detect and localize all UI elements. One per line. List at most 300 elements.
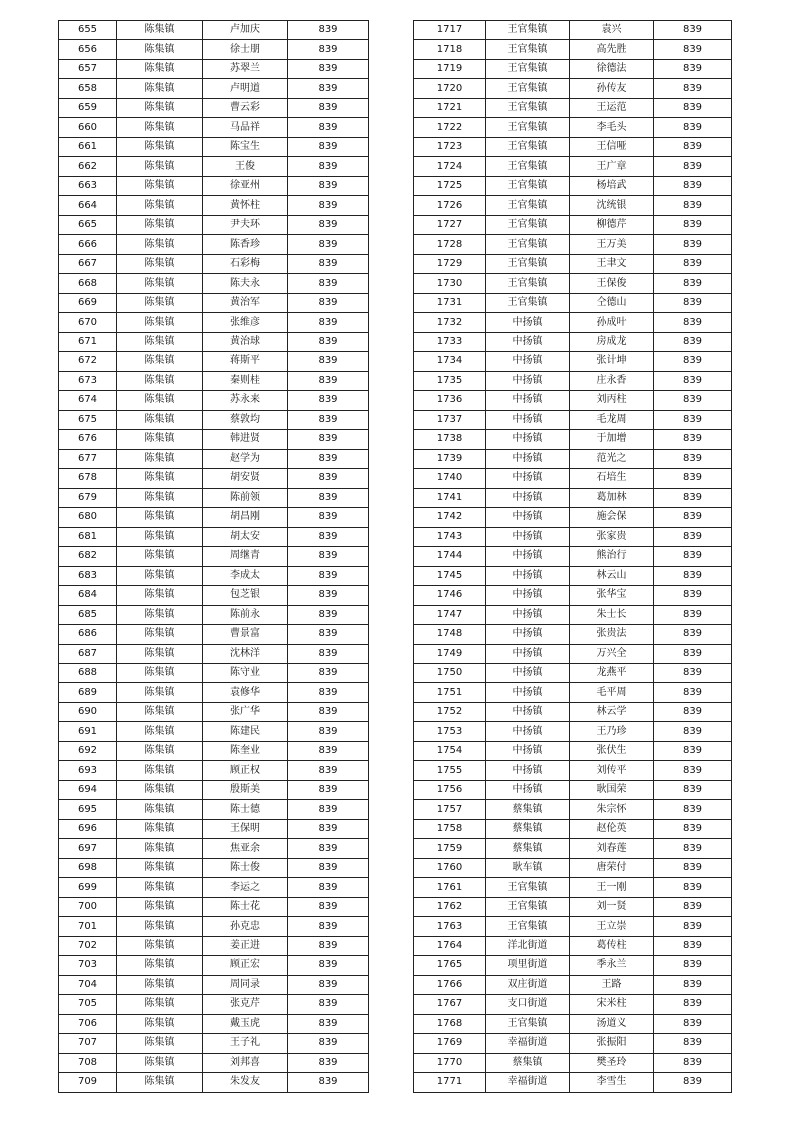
row-number: 704 xyxy=(59,975,117,994)
amount-cell: 839 xyxy=(288,644,369,663)
amount-cell: 839 xyxy=(288,508,369,527)
row-number: 1748 xyxy=(414,625,486,644)
name-cell: 曹景富 xyxy=(203,625,288,644)
amount-cell: 839 xyxy=(288,780,369,799)
row-number: 687 xyxy=(59,644,117,663)
amount-cell: 839 xyxy=(654,59,732,78)
amount-cell: 839 xyxy=(288,1014,369,1033)
amount-cell: 839 xyxy=(654,332,732,351)
town-cell: 中扬镇 xyxy=(486,780,570,799)
amount-cell: 839 xyxy=(654,917,732,936)
amount-cell: 839 xyxy=(654,235,732,254)
amount-cell: 839 xyxy=(654,196,732,215)
amount-cell: 839 xyxy=(288,274,369,293)
amount-cell: 839 xyxy=(288,995,369,1014)
name-cell: 徐亚州 xyxy=(203,176,288,195)
row-number: 674 xyxy=(59,391,117,410)
amount-cell: 839 xyxy=(654,936,732,955)
name-cell: 熊治行 xyxy=(570,547,654,566)
amount-cell: 839 xyxy=(654,313,732,332)
name-cell: 陈士花 xyxy=(203,897,288,916)
row-number: 661 xyxy=(59,137,117,156)
row-number: 665 xyxy=(59,215,117,234)
town-cell: 王官集镇 xyxy=(486,157,570,176)
town-cell: 支口街道 xyxy=(486,995,570,1014)
table-row xyxy=(59,196,369,215)
town-cell: 中扬镇 xyxy=(486,702,570,721)
table-row xyxy=(414,157,732,176)
town-cell: 王官集镇 xyxy=(486,293,570,312)
town-cell: 陈集镇 xyxy=(117,235,203,254)
amount-cell: 839 xyxy=(288,547,369,566)
amount-cell: 839 xyxy=(654,858,732,877)
row-number: 688 xyxy=(59,663,117,682)
name-cell: 张振阳 xyxy=(570,1034,654,1053)
name-cell: 朱士长 xyxy=(570,605,654,624)
amount-cell: 839 xyxy=(654,644,732,663)
name-cell: 李成太 xyxy=(203,566,288,585)
name-cell: 苏翠兰 xyxy=(203,59,288,78)
town-cell: 陈集镇 xyxy=(117,917,203,936)
row-number: 694 xyxy=(59,780,117,799)
town-cell: 王官集镇 xyxy=(486,274,570,293)
row-number: 1717 xyxy=(414,21,486,40)
name-cell: 韩进贤 xyxy=(203,430,288,449)
table-row xyxy=(414,975,732,994)
amount-cell: 839 xyxy=(654,663,732,682)
town-cell: 王官集镇 xyxy=(486,21,570,40)
amount-cell: 839 xyxy=(288,59,369,78)
amount-cell: 839 xyxy=(288,936,369,955)
table-row xyxy=(59,118,369,137)
name-cell: 林云山 xyxy=(570,566,654,585)
name-cell: 孙传友 xyxy=(570,79,654,98)
town-cell: 中扬镇 xyxy=(486,410,570,429)
town-cell: 中扬镇 xyxy=(486,391,570,410)
amount-cell: 839 xyxy=(288,1053,369,1072)
row-number: 689 xyxy=(59,683,117,702)
town-cell: 陈集镇 xyxy=(117,566,203,585)
amount-cell: 839 xyxy=(654,79,732,98)
name-cell: 陈夫永 xyxy=(203,274,288,293)
row-number: 1720 xyxy=(414,79,486,98)
name-cell: 张家贵 xyxy=(570,527,654,546)
town-cell: 陈集镇 xyxy=(117,79,203,98)
name-cell: 葛传柱 xyxy=(570,936,654,955)
table-row xyxy=(59,819,369,838)
name-cell: 唐荣付 xyxy=(570,858,654,877)
town-cell: 蔡集镇 xyxy=(486,800,570,819)
table-row xyxy=(414,858,732,877)
town-cell: 陈集镇 xyxy=(117,449,203,468)
table-row xyxy=(414,527,732,546)
town-cell: 陈集镇 xyxy=(117,1014,203,1033)
town-cell: 陈集镇 xyxy=(117,371,203,390)
name-cell: 王万美 xyxy=(570,235,654,254)
row-number: 690 xyxy=(59,702,117,721)
row-number: 1734 xyxy=(414,352,486,371)
table-row xyxy=(59,371,369,390)
table-row xyxy=(414,235,732,254)
row-number: 1761 xyxy=(414,878,486,897)
amount-cell: 839 xyxy=(288,21,369,40)
row-number: 682 xyxy=(59,547,117,566)
table-row xyxy=(59,547,369,566)
name-cell: 石培生 xyxy=(570,469,654,488)
table-row xyxy=(59,79,369,98)
name-cell: 周继青 xyxy=(203,547,288,566)
table-row xyxy=(59,956,369,975)
table-row xyxy=(59,137,369,156)
row-number: 1756 xyxy=(414,780,486,799)
table-row xyxy=(59,800,369,819)
amount-cell: 839 xyxy=(654,488,732,507)
amount-cell: 839 xyxy=(654,878,732,897)
town-cell: 王官集镇 xyxy=(486,897,570,916)
amount-cell: 839 xyxy=(654,625,732,644)
name-cell: 焦亚余 xyxy=(203,839,288,858)
row-number: 1770 xyxy=(414,1053,486,1072)
table-row xyxy=(59,878,369,897)
row-number: 1740 xyxy=(414,469,486,488)
town-cell: 陈集镇 xyxy=(117,897,203,916)
amount-cell: 839 xyxy=(288,566,369,585)
name-cell: 张伏生 xyxy=(570,741,654,760)
name-cell: 蒋斯平 xyxy=(203,352,288,371)
town-cell: 中扬镇 xyxy=(486,566,570,585)
town-cell: 蔡集镇 xyxy=(486,819,570,838)
amount-cell: 839 xyxy=(654,819,732,838)
row-number: 1766 xyxy=(414,975,486,994)
name-cell: 徐德法 xyxy=(570,59,654,78)
town-cell: 中扬镇 xyxy=(486,663,570,682)
name-cell: 尹夫环 xyxy=(203,215,288,234)
amount-cell: 839 xyxy=(288,254,369,273)
town-cell: 陈集镇 xyxy=(117,956,203,975)
town-cell: 陈集镇 xyxy=(117,644,203,663)
right-roster-table xyxy=(413,20,732,1093)
table-row xyxy=(59,839,369,858)
amount-cell: 839 xyxy=(288,157,369,176)
row-number: 696 xyxy=(59,819,117,838)
name-cell: 于加增 xyxy=(570,430,654,449)
town-cell: 陈集镇 xyxy=(117,488,203,507)
row-number: 662 xyxy=(59,157,117,176)
town-cell: 中扬镇 xyxy=(486,449,570,468)
name-cell: 包芝银 xyxy=(203,586,288,605)
row-number: 1731 xyxy=(414,293,486,312)
town-cell: 中扬镇 xyxy=(486,683,570,702)
amount-cell: 839 xyxy=(654,430,732,449)
name-cell: 张维彦 xyxy=(203,313,288,332)
table-row xyxy=(414,1014,732,1033)
table-row xyxy=(414,586,732,605)
row-number: 685 xyxy=(59,605,117,624)
row-number: 1763 xyxy=(414,917,486,936)
amount-cell: 839 xyxy=(288,761,369,780)
table-row xyxy=(59,488,369,507)
row-number: 1753 xyxy=(414,722,486,741)
amount-cell: 839 xyxy=(654,1053,732,1072)
table-row xyxy=(414,995,732,1014)
row-number: 675 xyxy=(59,410,117,429)
name-cell: 宋米柱 xyxy=(570,995,654,1014)
amount-cell: 839 xyxy=(654,469,732,488)
table-row xyxy=(59,40,369,59)
table-row xyxy=(414,176,732,195)
amount-cell: 839 xyxy=(288,663,369,682)
amount-cell: 839 xyxy=(288,430,369,449)
town-cell: 陈集镇 xyxy=(117,118,203,137)
amount-cell: 839 xyxy=(654,780,732,799)
name-cell: 张克芹 xyxy=(203,995,288,1014)
name-cell: 王俊 xyxy=(203,157,288,176)
name-cell: 李毛头 xyxy=(570,118,654,137)
table-row xyxy=(414,917,732,936)
amount-cell: 839 xyxy=(288,1034,369,1053)
row-number: 684 xyxy=(59,586,117,605)
town-cell: 陈集镇 xyxy=(117,176,203,195)
name-cell: 顾正宏 xyxy=(203,956,288,975)
name-cell: 柳德芹 xyxy=(570,215,654,234)
row-number: 664 xyxy=(59,196,117,215)
row-number: 1724 xyxy=(414,157,486,176)
town-cell: 蔡集镇 xyxy=(486,1053,570,1072)
name-cell: 戴玉虎 xyxy=(203,1014,288,1033)
name-cell: 胡安贤 xyxy=(203,469,288,488)
row-number: 702 xyxy=(59,936,117,955)
town-cell: 陈集镇 xyxy=(117,858,203,877)
row-number: 677 xyxy=(59,449,117,468)
row-number: 699 xyxy=(59,878,117,897)
amount-cell: 839 xyxy=(654,1034,732,1053)
table-row xyxy=(59,293,369,312)
amount-cell: 839 xyxy=(654,254,732,273)
row-number: 668 xyxy=(59,274,117,293)
name-cell: 朱发友 xyxy=(203,1073,288,1092)
amount-cell: 839 xyxy=(654,741,732,760)
amount-cell: 839 xyxy=(654,98,732,117)
table-row xyxy=(414,1073,732,1092)
table-row xyxy=(414,313,732,332)
row-number: 705 xyxy=(59,995,117,1014)
town-cell: 王官集镇 xyxy=(486,98,570,117)
row-number: 1760 xyxy=(414,858,486,877)
row-number: 1749 xyxy=(414,644,486,663)
table-row xyxy=(414,625,732,644)
row-number: 1735 xyxy=(414,371,486,390)
amount-cell: 839 xyxy=(288,488,369,507)
table-row xyxy=(414,1053,732,1072)
name-cell: 刘邦喜 xyxy=(203,1053,288,1072)
town-cell: 陈集镇 xyxy=(117,137,203,156)
name-cell: 张贵法 xyxy=(570,625,654,644)
table-row xyxy=(414,371,732,390)
row-number: 1737 xyxy=(414,410,486,429)
amount-cell: 839 xyxy=(654,605,732,624)
name-cell: 仝德山 xyxy=(570,293,654,312)
name-cell: 石彩梅 xyxy=(203,254,288,273)
town-cell: 陈集镇 xyxy=(117,508,203,527)
amount-cell: 839 xyxy=(288,332,369,351)
row-number: 680 xyxy=(59,508,117,527)
amount-cell: 839 xyxy=(288,702,369,721)
name-cell: 袁兴 xyxy=(570,21,654,40)
table-row xyxy=(59,176,369,195)
name-cell: 陈士俊 xyxy=(203,858,288,877)
town-cell: 洋北街道 xyxy=(486,936,570,955)
row-number: 667 xyxy=(59,254,117,273)
table-row xyxy=(59,391,369,410)
amount-cell: 839 xyxy=(654,371,732,390)
row-number: 658 xyxy=(59,79,117,98)
amount-cell: 839 xyxy=(654,157,732,176)
row-number: 1750 xyxy=(414,663,486,682)
town-cell: 陈集镇 xyxy=(117,21,203,40)
town-cell: 王官集镇 xyxy=(486,176,570,195)
amount-cell: 839 xyxy=(654,683,732,702)
table-row xyxy=(59,780,369,799)
row-number: 679 xyxy=(59,488,117,507)
table-row xyxy=(59,761,369,780)
name-cell: 苏永来 xyxy=(203,391,288,410)
row-number: 1728 xyxy=(414,235,486,254)
table-row xyxy=(414,98,732,117)
name-cell: 周同录 xyxy=(203,975,288,994)
table-row xyxy=(59,566,369,585)
name-cell: 朱宗怀 xyxy=(570,800,654,819)
row-number: 1727 xyxy=(414,215,486,234)
row-number: 666 xyxy=(59,235,117,254)
name-cell: 沈林洋 xyxy=(203,644,288,663)
town-cell: 陈集镇 xyxy=(117,215,203,234)
row-number: 701 xyxy=(59,917,117,936)
name-cell: 林云学 xyxy=(570,702,654,721)
name-cell: 王乃珍 xyxy=(570,722,654,741)
town-cell: 中扬镇 xyxy=(486,586,570,605)
amount-cell: 839 xyxy=(654,352,732,371)
town-cell: 陈集镇 xyxy=(117,352,203,371)
table-row xyxy=(59,702,369,721)
table-row xyxy=(59,625,369,644)
name-cell: 李运之 xyxy=(203,878,288,897)
table-row xyxy=(414,332,732,351)
amount-cell: 839 xyxy=(654,897,732,916)
name-cell: 张计坤 xyxy=(570,352,654,371)
town-cell: 陈集镇 xyxy=(117,800,203,819)
row-number: 1747 xyxy=(414,605,486,624)
row-number: 1725 xyxy=(414,176,486,195)
name-cell: 范光之 xyxy=(570,449,654,468)
amount-cell: 839 xyxy=(654,410,732,429)
amount-cell: 839 xyxy=(654,215,732,234)
row-number: 669 xyxy=(59,293,117,312)
row-number: 656 xyxy=(59,40,117,59)
row-number: 1743 xyxy=(414,527,486,546)
name-cell: 汤道义 xyxy=(570,1014,654,1033)
table-row xyxy=(59,975,369,994)
row-number: 700 xyxy=(59,897,117,916)
amount-cell: 839 xyxy=(288,683,369,702)
row-number: 1769 xyxy=(414,1034,486,1053)
name-cell: 施会保 xyxy=(570,508,654,527)
name-cell: 马品祥 xyxy=(203,118,288,137)
row-number: 1768 xyxy=(414,1014,486,1033)
town-cell: 中扬镇 xyxy=(486,761,570,780)
town-cell: 陈集镇 xyxy=(117,625,203,644)
row-number: 708 xyxy=(59,1053,117,1072)
table-row xyxy=(59,897,369,916)
town-cell: 陈集镇 xyxy=(117,1053,203,1072)
row-number: 695 xyxy=(59,800,117,819)
name-cell: 王广章 xyxy=(570,157,654,176)
table-row xyxy=(414,410,732,429)
row-number: 1771 xyxy=(414,1073,486,1092)
town-cell: 陈集镇 xyxy=(117,780,203,799)
table-row xyxy=(59,469,369,488)
amount-cell: 839 xyxy=(654,1014,732,1033)
table-row xyxy=(414,137,732,156)
town-cell: 陈集镇 xyxy=(117,1034,203,1053)
row-number: 678 xyxy=(59,469,117,488)
table-row xyxy=(59,917,369,936)
row-number: 703 xyxy=(59,956,117,975)
town-cell: 王官集镇 xyxy=(486,118,570,137)
table-row xyxy=(414,761,732,780)
amount-cell: 839 xyxy=(654,566,732,585)
table-row xyxy=(414,644,732,663)
amount-cell: 839 xyxy=(654,21,732,40)
town-cell: 陈集镇 xyxy=(117,547,203,566)
town-cell: 中扬镇 xyxy=(486,722,570,741)
table-row xyxy=(59,586,369,605)
amount-cell: 839 xyxy=(288,391,369,410)
table-row xyxy=(414,391,732,410)
name-cell: 秦则桂 xyxy=(203,371,288,390)
table-row xyxy=(414,702,732,721)
name-cell: 顾正权 xyxy=(203,761,288,780)
town-cell: 陈集镇 xyxy=(117,59,203,78)
row-number: 655 xyxy=(59,21,117,40)
town-cell: 中扬镇 xyxy=(486,527,570,546)
town-cell: 陈集镇 xyxy=(117,683,203,702)
row-number: 1754 xyxy=(414,741,486,760)
town-cell: 陈集镇 xyxy=(117,605,203,624)
amount-cell: 839 xyxy=(288,352,369,371)
table-row xyxy=(59,1034,369,1053)
table-row xyxy=(414,430,732,449)
table-row xyxy=(59,21,369,40)
amount-cell: 839 xyxy=(288,1073,369,1092)
name-cell: 孙成叶 xyxy=(570,313,654,332)
table-row xyxy=(414,800,732,819)
row-number: 686 xyxy=(59,625,117,644)
amount-cell: 839 xyxy=(654,956,732,975)
table-row xyxy=(414,254,732,273)
table-row xyxy=(414,722,732,741)
name-cell: 刘传平 xyxy=(570,761,654,780)
row-number: 657 xyxy=(59,59,117,78)
row-number: 698 xyxy=(59,858,117,877)
table-row xyxy=(59,995,369,1014)
table-row xyxy=(59,332,369,351)
row-number: 1730 xyxy=(414,274,486,293)
table-row xyxy=(59,274,369,293)
table-row xyxy=(59,644,369,663)
amount-cell: 839 xyxy=(654,586,732,605)
name-cell: 王信哑 xyxy=(570,137,654,156)
row-number: 1723 xyxy=(414,137,486,156)
